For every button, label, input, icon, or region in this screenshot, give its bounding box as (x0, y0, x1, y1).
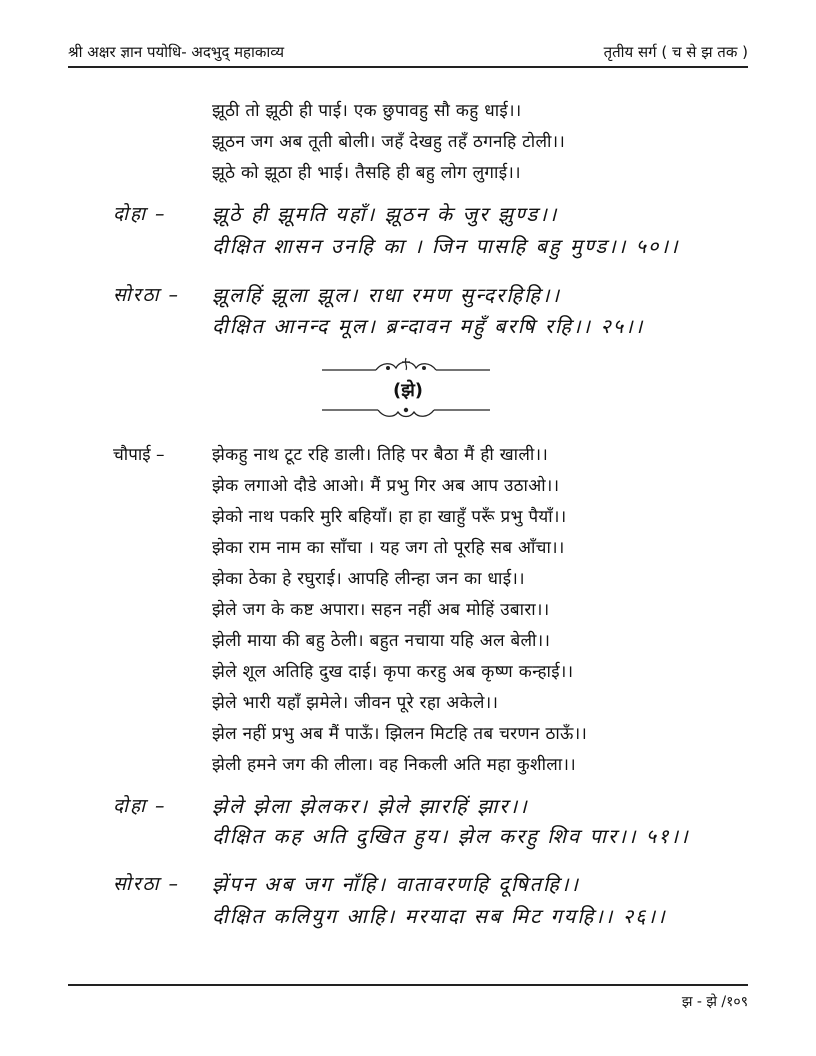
page-header (68, 36, 748, 68)
chaupai-line: झेका ठेका हे रघुराई। आपहि लीन्हा जन का धाई।। (212, 569, 525, 589)
chaupai-line: झेली हमने जग की लीला। वह निकली अति महा कुशीला।। (212, 755, 577, 775)
soratha-line: झूलहिं झूला झूल। राधा रमण सुन्दरहिहि।। (212, 283, 562, 307)
verse-line: झूठन जग अब तूती बोली। जहँ देखहु तहँ ठगनहि टोली।। (212, 132, 566, 152)
doha-label: दोहा – (113, 203, 167, 225)
doha-line: झेले झेला झेलकर। झेले झारहिं झार।। (212, 794, 529, 818)
doha-line: दीक्षित कह अति दुखित हुय। झेल करहु शिव पार।। ५१।। (212, 824, 690, 848)
doha-label: दोहा – (113, 795, 167, 817)
bottom-ornament-icon (322, 402, 490, 422)
soratha-label: सोरठा – (113, 873, 181, 895)
page-number: झ - झे /१०९ (681, 994, 748, 1010)
soratha-line: दीक्षित आनन्द मूल। ब्रन्दावन महुँ बरषि रहि।। २५।। (212, 314, 645, 338)
chaupai-line: झेले जग के कष्ट अपारा। सहन नहीं अब मोहिं उबारा।। (212, 600, 550, 620)
footer-divider (68, 984, 748, 986)
soratha-line: झेंपन अब जग नाँहि। वातावरणहि दूषितहि।। (212, 872, 580, 896)
top-ornament-icon (322, 356, 490, 376)
doha-line: दीक्षित शासन उनहि का । जिन पासहि बहु मुण्ड।। ५०।। (212, 234, 680, 258)
soratha-line: दीक्षित कलियुग आहि। मरयादा सब मिट गयहि।। २६।। (212, 904, 667, 928)
chaupai-line: झेले भारी यहाँ झमेले। जीवन पूरे रहा अकेले।। (212, 693, 499, 713)
verse-line: झूठी तो झूठी ही पाई। एक छुपावहु सौ कहु धाई।। (212, 101, 522, 121)
chaupai-line: झेक लगाओ दौडे आओ। मैं प्रभु गिर अब आप उठाओ।। (212, 476, 560, 496)
header-chapter-title: तृतीय सर्ग ( च से झ तक ) (603, 43, 748, 61)
doha-line: झूठे ही झूमति यहाँ। झूठन के जुर झुण्ड।। (212, 202, 559, 226)
chaupai-line: झेली माया की बहु ठेली। बहुत नचाया यहि अल बेली।। (212, 631, 551, 651)
chaupai-label: चौपाई – (113, 445, 165, 465)
header-book-title: श्री अक्षर ज्ञान पयोधि- अदभुद् महाकाव्य (68, 43, 285, 61)
chaupai-line: झेकहु नाथ टूट रहि डाली। तिहि पर बैठा मैं ही खाली।। (212, 445, 549, 465)
verse-line: झूठे को झूठा ही भाई। तैसहि ही बहु लोग लुगाई।। (212, 163, 521, 183)
section-title: (झे) (392, 380, 424, 401)
chaupai-line: झेको नाथ पकरि मुरि बहियाँ। हा हा खाहुँ परूँ प्रभु पैयाँ।। (212, 507, 567, 527)
chaupai-line: झेले शूल अतिहि दुख दाई। कृपा करहु अब कृष्ण कन्हाई।। (212, 662, 574, 682)
chaupai-line: झेल नहीं प्रभु अब मैं पाऊँ। झिलन मिटहि तब चरणन ठाऊँ।। (212, 724, 588, 744)
soratha-label: सोरठा – (113, 284, 181, 306)
chaupai-line: झेका राम नाम का साँचा । यह जग तो पूरहि सब आँचा।। (212, 538, 565, 558)
